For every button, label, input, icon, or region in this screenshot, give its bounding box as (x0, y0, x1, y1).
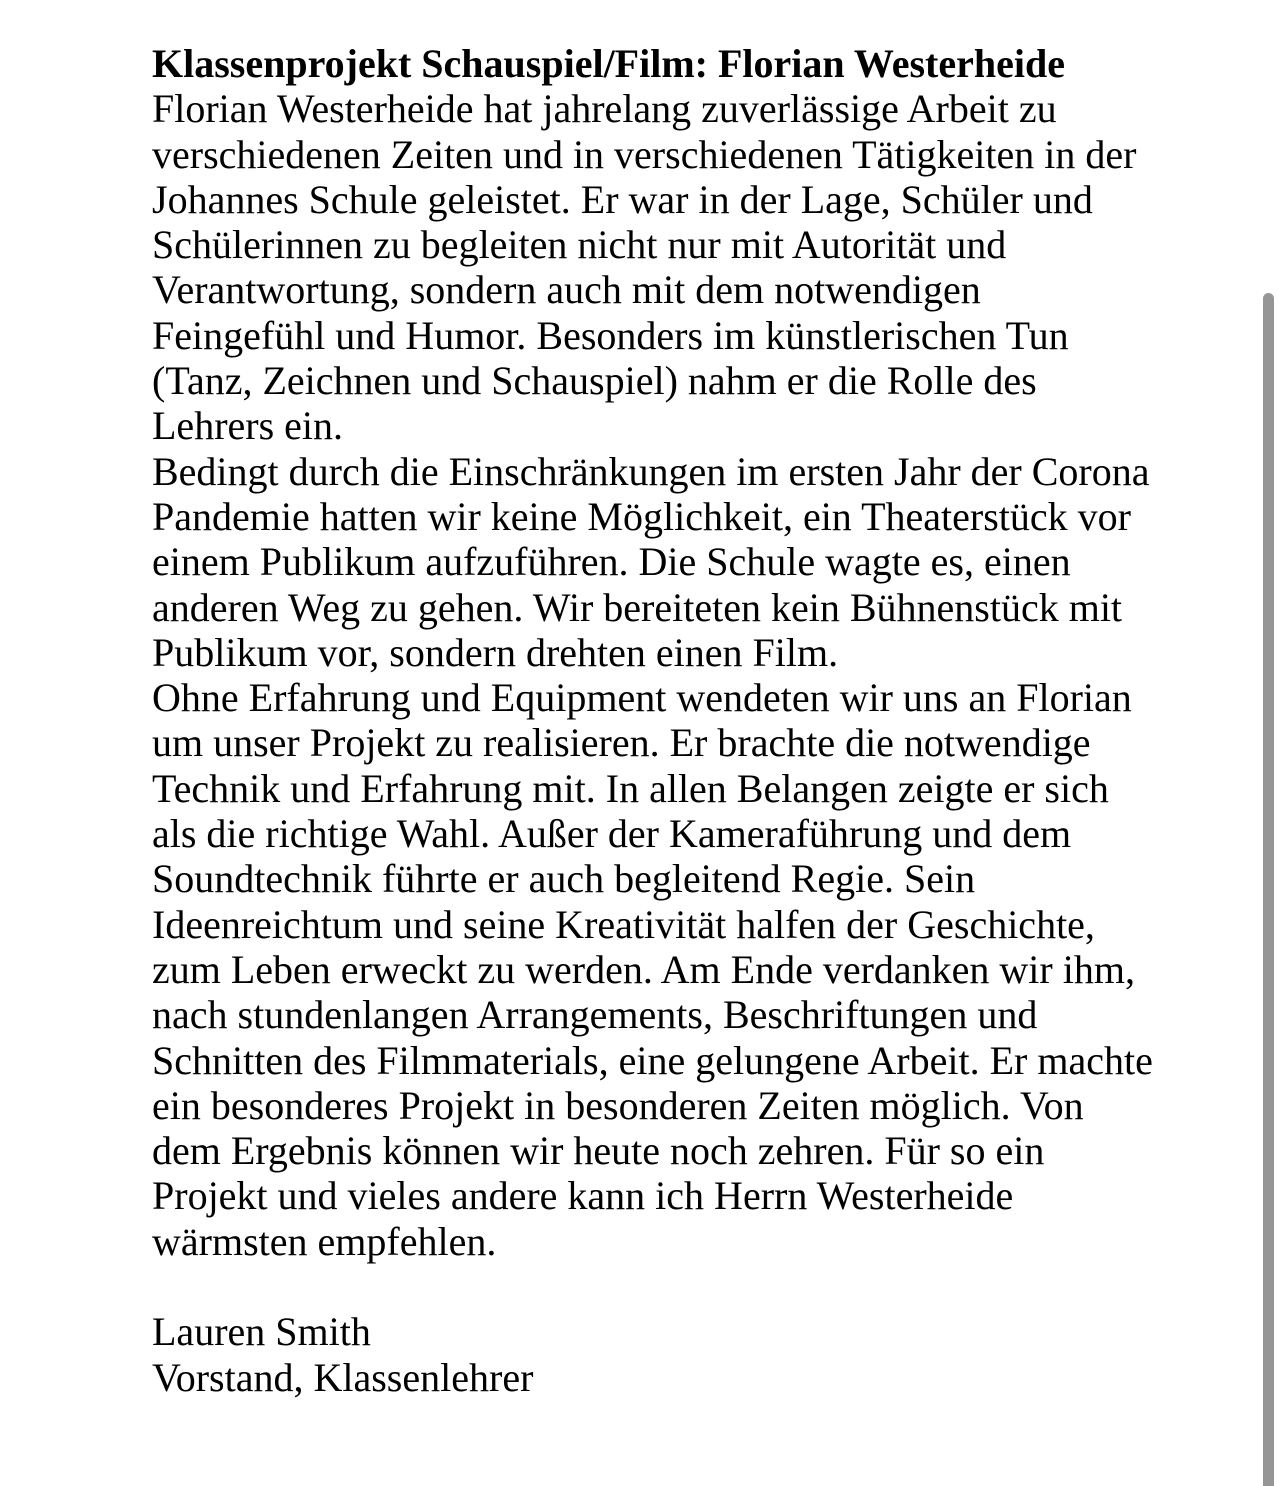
text-line: Verantwortung, sondern auch mit dem notwendigen (152, 267, 981, 313)
blank-line (152, 1264, 1162, 1309)
text-line: als die richtige Wahl. Außer der Kameraführung und dem (152, 811, 1072, 857)
document-title: Klassenprojekt Schauspiel/Film: Florian Westerheide (152, 41, 1065, 86)
text-line: Pandemie hatten wir keine Möglichkeit, ein Theaterstück vor (152, 493, 1131, 539)
scrollbar-thumb[interactable] (1263, 293, 1274, 1486)
text-line: um unser Projekt zu realisieren. Er brachte die notwendige (152, 720, 1091, 766)
text-line: ein besonderes Projekt in besonderen Zeiten möglich. Von (152, 1082, 1084, 1128)
text-line: Technik und Erfahrung mit. In allen Belangen zeigte er sich (152, 765, 1109, 811)
text-line: dem Ergebnis können wir heute noch zehren. Für so ein (152, 1128, 1045, 1174)
text-line: Ohne Erfahrung und Equipment wendeten wir uns an Florian (152, 675, 1132, 721)
text-line: Schnitten des Filmmaterials, eine gelungene Arbeit. Er machte (152, 1037, 1153, 1083)
text-line: (Tanz, Zeichnen und Schauspiel) nahm er die Rolle des (152, 358, 1037, 404)
text-line: nach stundenlangen Arrangements, Beschriftungen und (152, 992, 1038, 1038)
text-line: zum Leben erweckt zu werden. Am Ende verdanken wir ihm, (152, 946, 1135, 992)
text-line: Johannes Schule geleistet. Er war in der Lage, Schüler und (152, 176, 1093, 222)
signature-name: Lauren Smith (152, 1309, 371, 1355)
text-line: Feingefühl und Humor. Besonders im künstlerischen Tun (152, 312, 1069, 358)
text-line: Soundtechnik führte er auch begleitend Regie. Sein (152, 856, 976, 902)
text-line: wärmsten empfehlen. (152, 1218, 497, 1264)
text-line: verschiedenen Zeiten und in verschiedenen Tätigkeiten in der (152, 131, 1137, 177)
text-line: Florian Westerheide hat jahrelang zuverlässige Arbeit zu (152, 86, 1057, 132)
text-line: Projekt und vieles andere kann ich Herrn Westerheide (152, 1173, 1014, 1219)
text-line: Ideenreichtum und seine Kreativität halfen der Geschichte, (152, 901, 1095, 947)
text-line: anderen Weg zu gehen. Wir bereiteten kein Bühnenstück mit (152, 584, 1123, 630)
text-line: Schülerinnen zu begleiten nicht nur mit Autorität und (152, 222, 1007, 268)
letter-text (152, 41, 1162, 1400)
text-line: Bedingt durch die Einschränkungen im ersten Jahr der Corona (152, 448, 1150, 494)
text-line: einem Publikum aufzuführen. Die Schule wagte es, einen (152, 539, 1071, 585)
signature-role: Vorstand, Klassenlehrer (152, 1354, 534, 1400)
text-line: Lehrers ein. (152, 403, 344, 449)
text-line: Publikum vor, sondern drehten einen Film. (152, 629, 839, 675)
